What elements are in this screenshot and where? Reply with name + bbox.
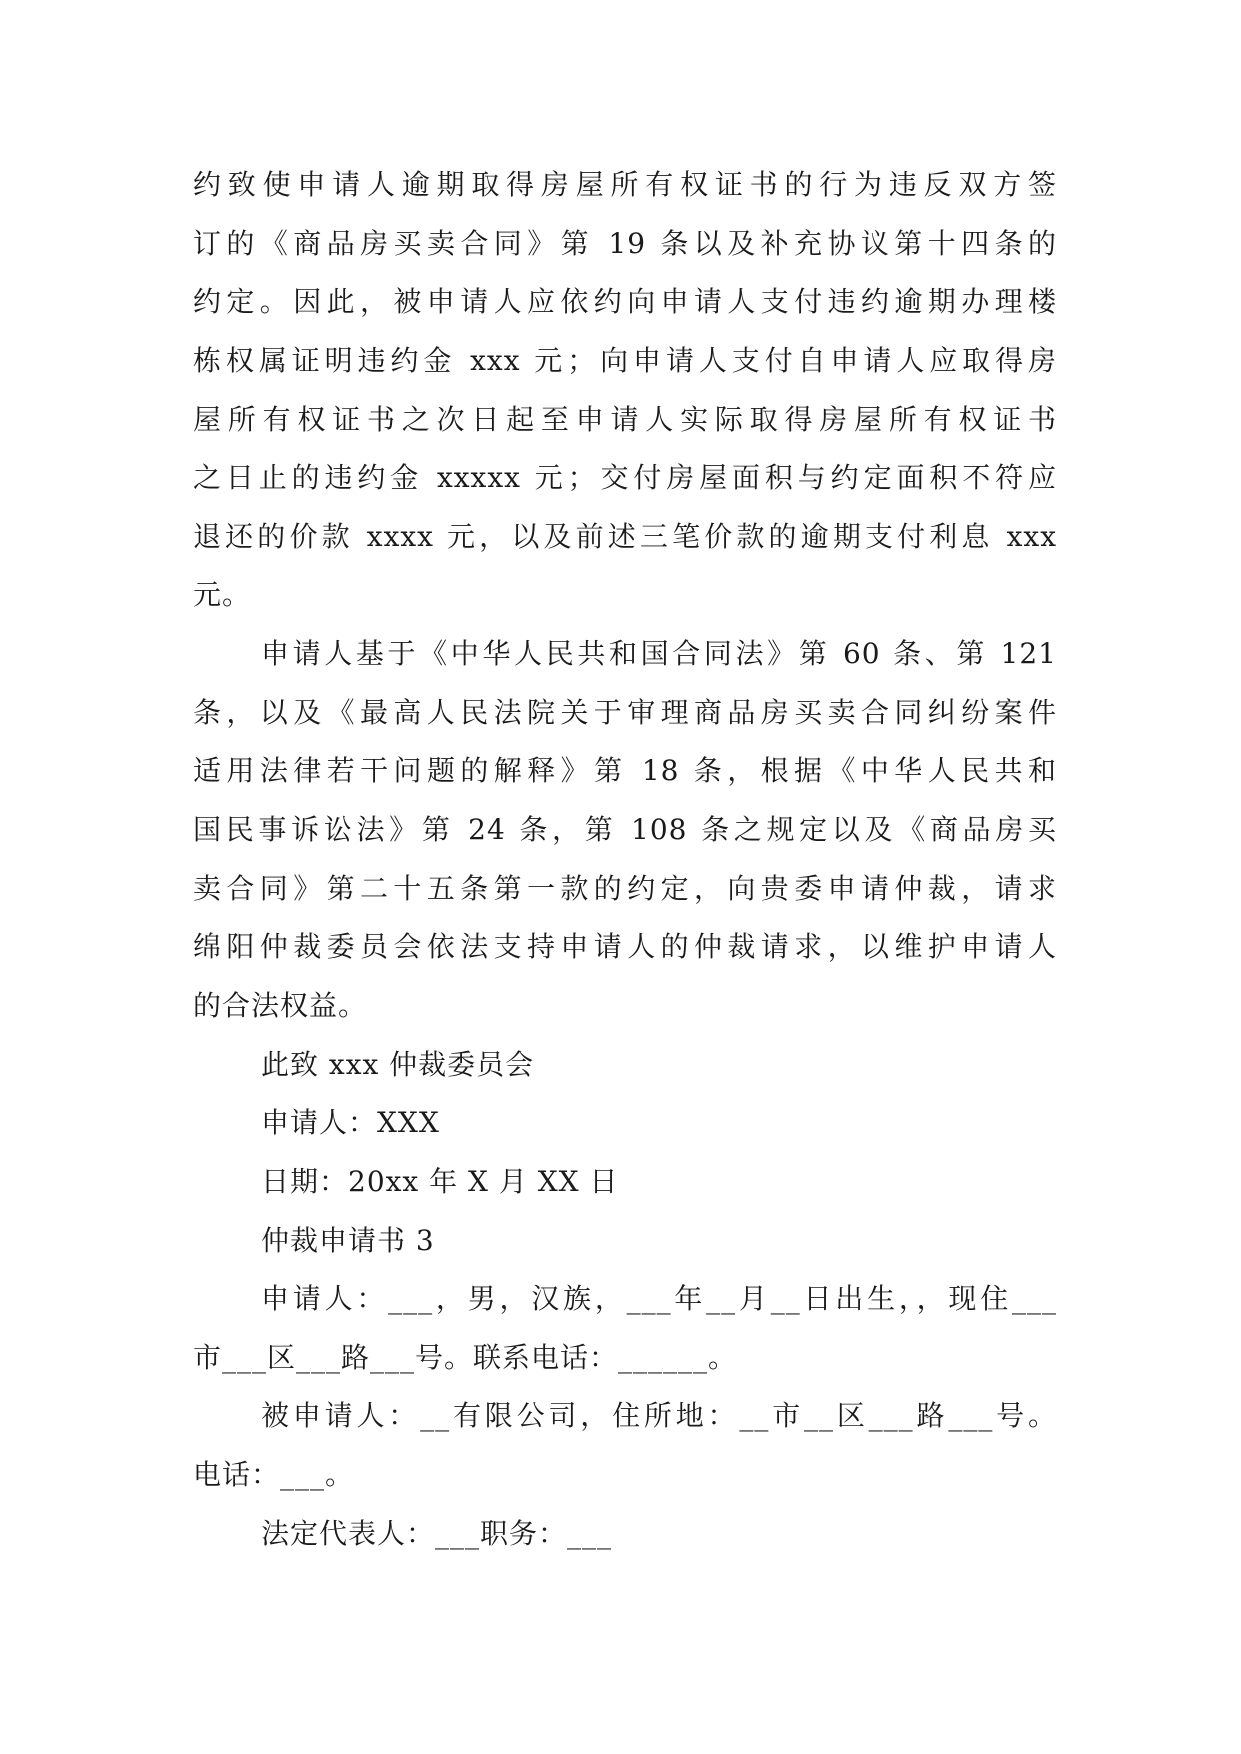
paragraph-line: 约致使申请人逾期取得房屋所有权证书的行为违反双方签 [193, 168, 1057, 201]
applicant-signature: 申请人：XXX [261, 1106, 440, 1140]
signing-date: 日期：20xx 年 X 月 XX 日 [261, 1164, 619, 1198]
applicant-info-line: 市___区___路___号。联系电话：______。 [193, 1340, 738, 1374]
paragraph-line: 申请人基于《中华人民共和国合同法》第 60 条、第 121 [261, 637, 1057, 671]
paragraph-line: 屋所有权证书之次日起至申请人实际取得房屋所有权证书 [193, 402, 1057, 436]
legal-representative-line: 法定代表人：___职务：___ [261, 1516, 613, 1550]
paragraph-line: 约定。因此，被申请人应依约向申请人支付违约逾期办理楼 [193, 285, 1057, 319]
section-title: 仲裁申请书 3 [261, 1223, 435, 1257]
paragraph-line: 适用法律若干问题的解释》第 18 条，根据《中华人民共和 [193, 754, 1057, 788]
document-page [193, 156, 1057, 1563]
paragraph-line: 元。 [193, 578, 252, 612]
paragraph-line: 退还的价款 xxxx 元，以及前述三笔价款的逾期支付利息 xxx [193, 519, 1057, 553]
paragraph-line: 绵阳仲裁委员会依法支持申请人的仲裁请求，以维护申请人 [193, 930, 1057, 964]
closing-salutation: 此致 xxx 仲裁委员会 [261, 1047, 535, 1081]
paragraph-line: 的合法权益。 [193, 988, 368, 1022]
respondent-info [193, 1387, 1057, 1504]
paragraph-line: 条，以及《最高人民法院关于审理商品房买卖合同纠纷案件 [193, 695, 1057, 729]
applicant-info [193, 1270, 1057, 1387]
paragraph-legal-basis [193, 625, 1057, 1035]
paragraph-line: 国民事诉讼法》第 24 条，第 108 条之规定以及《商品房买 [193, 813, 1057, 847]
next-section [193, 1212, 1057, 1564]
paragraph-breach-claim [193, 156, 1057, 625]
respondent-info-line: 电话：___。 [193, 1458, 355, 1492]
applicant-info-line: 申请人：___，男，汉族，___年__月__日出生，，现住___ [261, 1282, 1057, 1316]
paragraph-line: 订的《商品房买卖合同》第 19 条以及补充协议第十四条的 [193, 226, 1057, 260]
paragraph-line: 栋权属证明违约金 xxx 元；向申请人支付自申请人应取得房 [193, 343, 1057, 377]
paragraph-line: 卖合同》第二十五条第一款的约定，向贵委申请仲裁，请求 [193, 871, 1057, 905]
closing-block [193, 1036, 1057, 1212]
paragraph-line: 之日止的违约金 xxxxx 元；交付房屋面积与约定面积不符应 [193, 461, 1057, 495]
respondent-info-line: 被申请人：__有限公司，住所地：__市__区___路___号。 [261, 1399, 1057, 1433]
